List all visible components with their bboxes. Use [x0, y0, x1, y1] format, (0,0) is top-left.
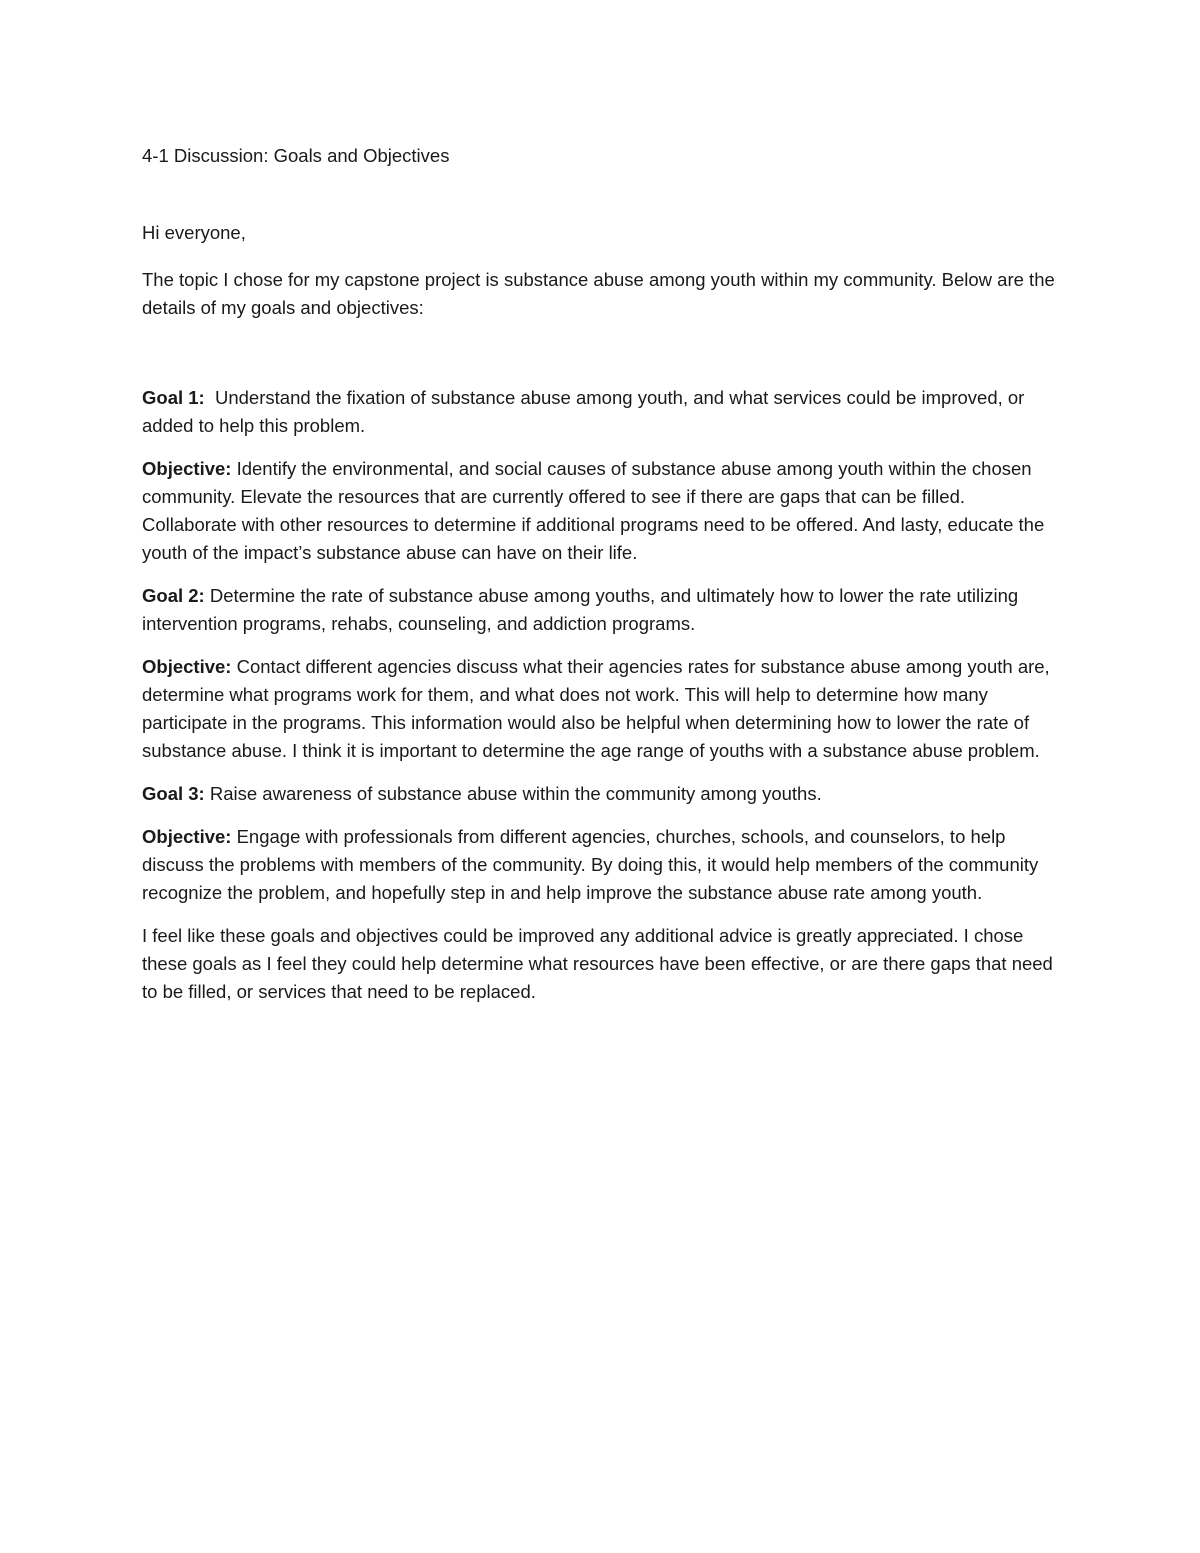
document-title: 4-1 Discussion: Goals and Objectives — [142, 145, 450, 166]
goal-1-label: Goal 1: — [142, 387, 205, 408]
goal-2-text: Determine the rate of substance abuse among youths, and ultimately how to lower the rate utilizing intervention programs, rehabs, counseling, and addiction programs. — [142, 585, 1019, 634]
objective-1-label: Objective: — [142, 458, 232, 479]
goal-3-label: Goal 3: — [142, 783, 205, 804]
goal-3-text: Raise awareness of substance abuse within the community among youths. — [204, 783, 822, 804]
intro-paragraph: The topic I chose for my capstone project is substance abuse among youth within my community. Below are the details of my goals and objectives: — [142, 269, 1055, 318]
document-body — [142, 142, 1062, 1006]
goal-3-paragraph — [142, 780, 1062, 808]
objective-2-text: Contact different agencies discuss what their agencies rates for substance abuse among youth are, determine what programs work for them, and what does not work. This will help to determine how many participate in the programs. This information would also be helpful when determining how to lower the rate of substance abuse. I think it is important to determine the age range of youths with a substance abuse problem. — [142, 656, 1050, 761]
objective-1-paragraph — [142, 455, 1062, 567]
goal-2-paragraph — [142, 582, 1062, 638]
objective-3-label: Objective: — [142, 826, 232, 847]
objective-1-text: Identify the environmental, and social causes of substance abuse among youth within the chosen community. Elevate the resources that are currently offered to see if there are gaps that can be filled. Collaborate with other resources to determine if additional programs need to be offered. And lasty, educate the youth of the impact’s substance abuse can have on their life. — [142, 458, 1045, 563]
objective-3-text: Engage with professionals from different agencies, churches, schools, and counselors, to help discuss the problems with members of the community. By doing this, it would help members of the community recognize the problem, and hopefully step in and help improve the substance abuse rate among youth. — [142, 826, 1039, 903]
objective-2-paragraph — [142, 653, 1062, 765]
goal-1-text: Understand the fixation of substance abuse among youth, and what services could be improved, or added to help this problem. — [142, 387, 1030, 436]
goal-2-label: Goal 2: — [142, 585, 205, 606]
objective-3-paragraph — [142, 823, 1062, 907]
greeting: Hi everyone, — [142, 222, 246, 243]
objective-2-label: Objective: — [142, 656, 232, 677]
closing-paragraph: I feel like these goals and objectives could be improved any additional advice is greatly appreciated. I chose these goals as I feel they could help determine what resources have been effective, or are there gaps that need to be filled, or services that need to be replaced. — [142, 925, 1053, 1002]
goal-1-paragraph — [142, 384, 1062, 440]
